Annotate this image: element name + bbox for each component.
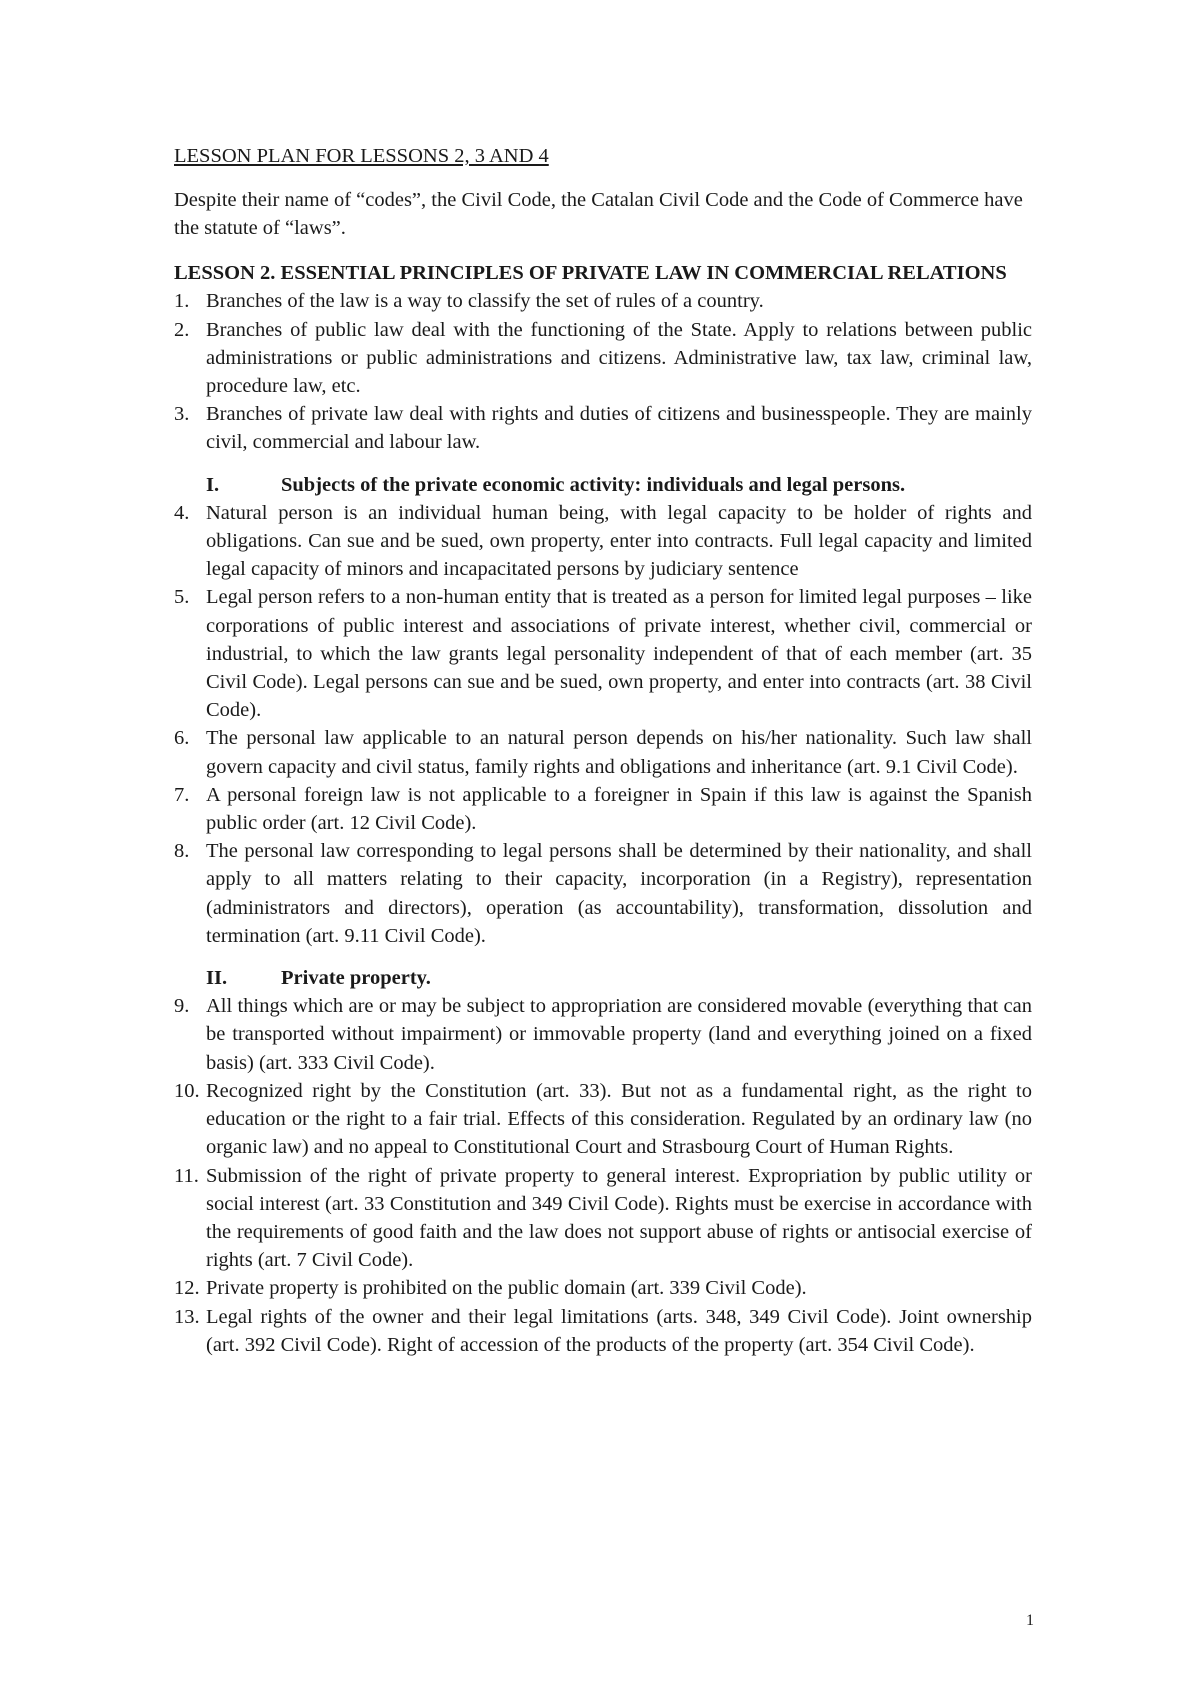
item-text: Branches of the law is a way to classify the set of rules of a country. xyxy=(206,290,764,313)
list-item xyxy=(174,1303,1032,1359)
item-text: A personal foreign law is not applicable to a foreigner in Spain if this law is against the Spanish public order (art. 12 Civil Code). xyxy=(206,783,1032,835)
item-text: Branches of private law deal with rights and duties of citizens and businesspeople. They are mainly civil, commercial and labour law. xyxy=(206,403,1032,454)
list-item xyxy=(174,499,1032,584)
list-item xyxy=(174,837,1032,950)
item-text: Submission of the right of private property to general interest. Expropriation by public utility or social interest (art. 33 Constitution and 349 Civil Code). Rights must be exercise in accordance with the requirements of good faith and the law does not support abuse of rights or antisocial exercise of rights (art. 7 Civil Code). xyxy=(206,1164,1032,1272)
item-number: 2. xyxy=(174,318,190,341)
item-number: 11. xyxy=(174,1164,199,1187)
item-number: 5. xyxy=(174,586,190,609)
list-item xyxy=(174,992,1032,1077)
intro-paragraph: Despite their name of “codes”, the Civil Code, the Catalan Civil Code and the Code of Commerce have the statute of “laws”. xyxy=(174,189,1023,240)
section-1-numeral: I. xyxy=(206,473,220,496)
section-1-list xyxy=(174,499,1032,950)
item-number: 6. xyxy=(174,727,190,750)
list-item xyxy=(174,781,1032,837)
list-item xyxy=(174,1274,1032,1302)
item-number: 7. xyxy=(174,783,190,806)
item-text: Legal person refers to a non-human entity that is treated as a person for limited legal purposes – like corporations of public interest and associations of private interest, whether civil, commercial or industrial, to which the law grants legal personality independent of that of each member (art. 35 Civil Code). Legal persons can sue and be sued, own property, and enter into contracts (art. 38 Civil Code). xyxy=(206,586,1032,722)
lesson-2-heading: LESSON 2. ESSENTIAL PRINCIPLES OF PRIVATE LAW IN COMMERCIAL RELATIONS xyxy=(174,262,1007,285)
section-2-numeral: II. xyxy=(206,967,228,990)
item-number: 9. xyxy=(174,995,190,1018)
section-2-heading xyxy=(174,964,1032,992)
section-2-list xyxy=(174,992,1032,1359)
lesson-2-list xyxy=(174,287,1032,456)
item-number: 12. xyxy=(174,1277,200,1300)
section-1-title: Subjects of the private economic activity: individuals and legal persons. xyxy=(281,473,906,496)
item-text: The personal law applicable to an natural person depends on his/her nationality. Such law shall govern capacity and civil status, family rights and obligations and inheritance (art. 9.1 Civil Code). xyxy=(206,727,1032,778)
list-item xyxy=(174,1162,1032,1275)
item-text: Natural person is an individual human being, with legal capacity to be holder of rights and obligations. Can sue and be sued, own property, enter into contracts. Full legal capacity and limited legal capacity of minors and incapacitated persons by judiciary sentence xyxy=(206,501,1032,581)
item-number: 1. xyxy=(174,290,190,313)
item-number: 10. xyxy=(174,1079,200,1102)
item-text: Branches of public law deal with the functioning of the State. Apply to relations between public administrations or public administrations and citizens. Administrative law, tax law, criminal law, procedure law, etc. xyxy=(206,318,1032,398)
document-title: LESSON PLAN FOR LESSONS 2, 3 AND 4 xyxy=(174,145,549,167)
document-page xyxy=(174,142,1032,1359)
item-text: Recognized right by the Constitution (art. 33). But not as a fundamental right, as the right to education or the right to a fair trial. Effects of this consideration. Regulated by an ordinary law (no organic law) and no appeal to Constitutional Court and Strasbourg Court of Human Rights. xyxy=(206,1079,1032,1159)
list-item xyxy=(174,287,1032,315)
list-item xyxy=(174,724,1032,780)
item-text: The personal law corresponding to legal persons shall be determined by their nationality, and shall apply to all matters relating to their capacity, incorporation (in a Registry), representation (administrators and directors), operation (as accountability), transformation, dissolution and termination (art. 9.11 Civil Code). xyxy=(206,840,1032,947)
section-1-heading xyxy=(174,471,1032,499)
section-2-title: Private property. xyxy=(281,967,431,990)
item-number: 13. xyxy=(174,1305,200,1328)
item-text: All things which are or may be subject to appropriation are considered movable (everything that can be transported without impairment) or immovable property (land and everything joined on a fixed basis) (art. 333 Civil Code). xyxy=(206,995,1032,1074)
item-number: 3. xyxy=(174,403,190,426)
item-text: Legal rights of the owner and their legal limitations (arts. 348, 349 Civil Code). Joint ownership (art. 392 Civil Code). Right of accession of the products of the property (art. 354 Civil Code). xyxy=(206,1305,1032,1356)
list-item xyxy=(174,316,1032,401)
item-text: Private property is prohibited on the public domain (art. 339 Civil Code). xyxy=(206,1277,807,1300)
list-item xyxy=(174,1077,1032,1162)
list-item xyxy=(174,583,1032,724)
page-number: 1 xyxy=(1026,1612,1034,1629)
item-number: 4. xyxy=(174,501,190,524)
item-number: 8. xyxy=(174,840,190,863)
list-item xyxy=(174,400,1032,456)
